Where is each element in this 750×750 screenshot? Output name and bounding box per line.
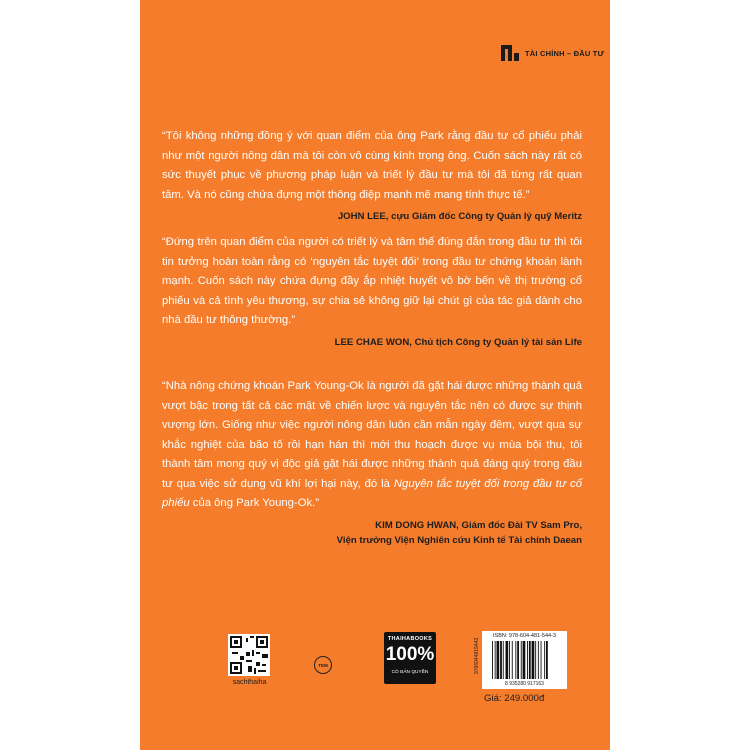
badge-caption: CÓ BẢN QUYỀN	[391, 670, 429, 675]
badge-brand: THAIHABOOKS	[387, 636, 433, 642]
quote-author: LEE CHAE WON, Chủ tịch Công ty Quản lý tài sản Life	[334, 336, 582, 348]
price: Giá: 249.000đ	[484, 693, 545, 704]
isbn-barcode-box	[474, 631, 567, 689]
quote-text	[162, 377, 582, 514]
quote-text-part: của ông Park Young-Ok.”	[189, 497, 320, 509]
brand-category: TÀI CHÍNH – ĐẦU TƯ	[525, 48, 604, 58]
barcode-number: 8 935280 917163	[505, 681, 544, 687]
quote-text: “Tôi không những đồng ý với quan điểm của ông Park rằng đầu tư cổ phiếu phải như một người nông dân mà tôi còn vô cùng kính trọng ông. Cuốn sách này rất có sức thuyết phục về phương pháp luận và triết lý đầu tư mà tôi đã từng rất quan tâm. Và nó cũng chứa đựng một thông điệp mạnh mẽ mang tính thực tế.”	[162, 130, 582, 201]
stamp-icon: TEM	[314, 656, 332, 674]
quote-2	[162, 233, 582, 350]
quote-text: “Đứng trên quan điểm của người có triết lý và tâm thế đúng đắn trong đầu tư thì tôi tin tưởng hoàn toàn rằng có ‘nguyên tắc tuyệt đối’ trong đầu tư chứng khoán lành mạnh. Cuốn sách này chứa đựng đầy ắp nhiệt huyết vô bờ bến về thị trường cổ phiếu và cả tình yêu thương, sự chia sẻ không giữ lại chút gì của tác giả dành cho nhà đầu tư thông thường.”	[162, 236, 582, 326]
isbn-side-number: 9786044815443	[474, 637, 480, 674]
qr-code-icon	[228, 634, 270, 676]
quote-text-part: “Nhà nông chứng khoán Park Young-Ok là người đã gặt hái được những thành quả vượt bậc trong tất cả các mặt về chiến lược và nguyên tắc nên có được sự thịnh vượng lớn. Giống như việc người nông dân luôn cần mẫn ngày đêm, vượt qua sự khắc nghiệt của bão tố rồi hạn hán thì mới thu hoạch được vụ mùa bội thu, tôi thành tâm mong quý vị độc giả gặt hái được những thành quả đáng quý trong đầu tư qua việc sử dụng vũ khí lợi hại này, đó là	[162, 380, 582, 490]
author-name: KIM DONG HWAN, Giám đốc Đài TV Sam Pro,	[375, 519, 582, 531]
publisher-brand	[500, 43, 604, 63]
book-title: Nguyên tắc tuyệt đối trong đầu tư cổ phiếu	[162, 477, 582, 509]
quote-author: JOHN LEE, cựu Giám đốc Công ty Quản lý quỹ Meritz	[337, 211, 582, 222]
quote-1	[162, 127, 582, 224]
badge-percent: 100%	[385, 644, 435, 665]
author-role: Viện trưởng Viện Nghiên cứu Kinh tế Tài chính Daean	[336, 534, 582, 546]
publisher-logo-icon	[500, 43, 520, 63]
isbn-label: ISBN: 978-604-481-544-3	[493, 633, 556, 639]
quote-author	[162, 518, 582, 548]
barcode-icon	[491, 641, 565, 679]
copyright-badge	[384, 632, 436, 684]
quote-3	[162, 377, 582, 548]
qr-label: sachthaiha	[232, 679, 267, 686]
